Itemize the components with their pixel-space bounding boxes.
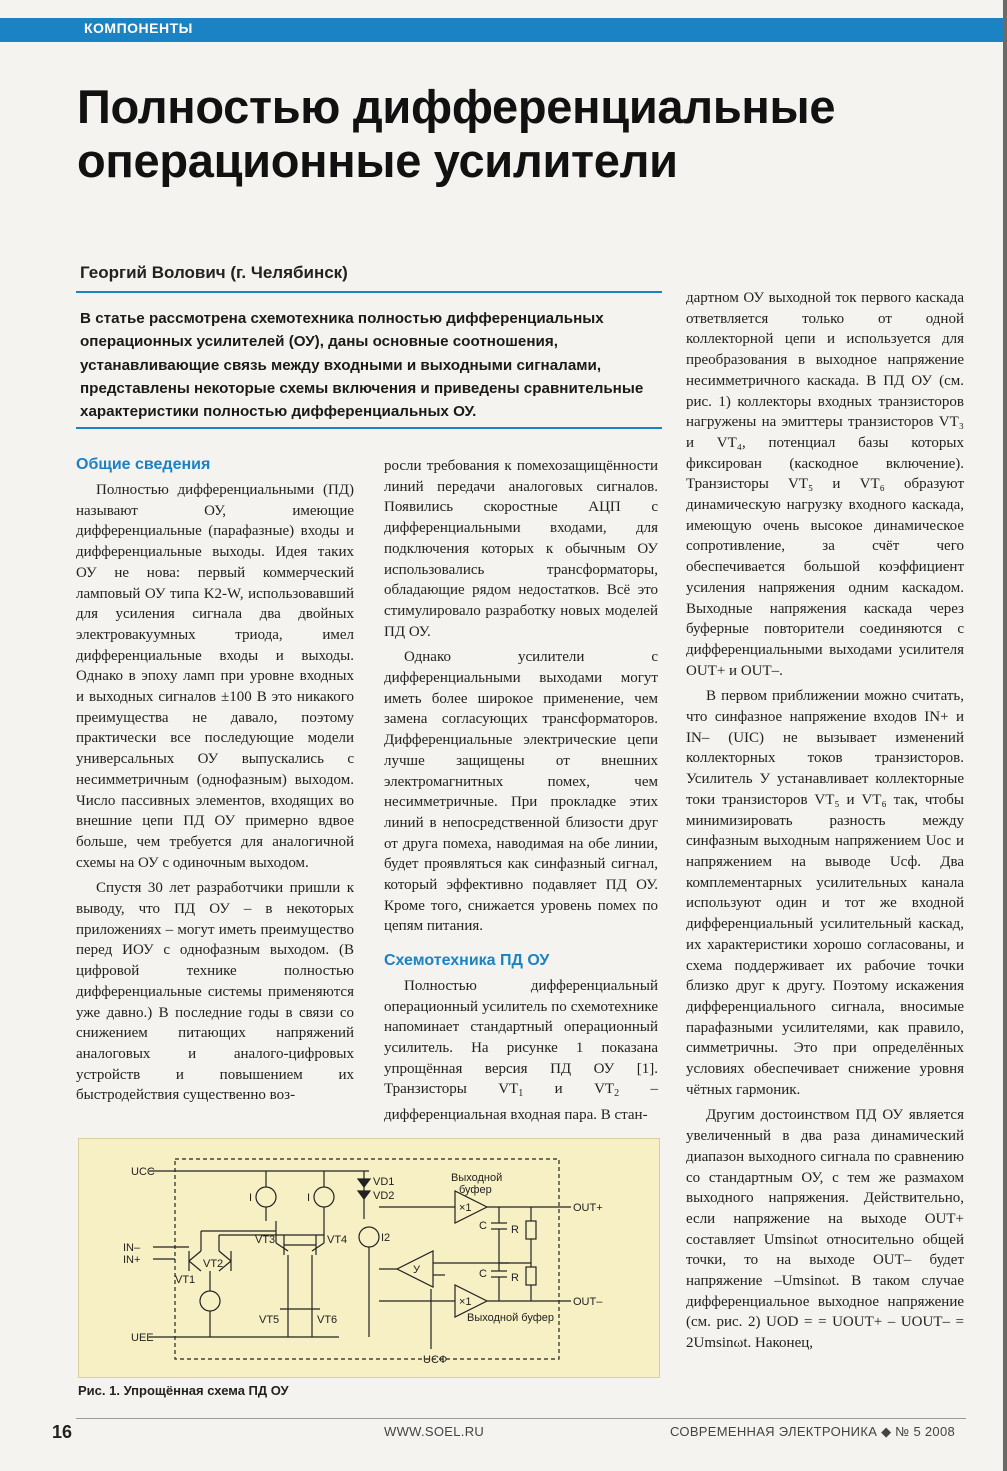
label-i-2: I xyxy=(307,1192,311,1204)
diode-vd2 xyxy=(358,1191,370,1199)
figure-caption: Рис. 1. Упрощённая схема ПД ОУ xyxy=(78,1383,289,1398)
diode-vd1 xyxy=(358,1179,370,1187)
label-vt1: VT1 xyxy=(175,1274,196,1286)
column-1 xyxy=(76,480,354,1111)
current-source-1 xyxy=(256,1187,276,1207)
label-vt2: VT2 xyxy=(203,1258,224,1270)
label-buffer-top-2: буфер xyxy=(459,1184,492,1196)
abstract: В статье рассмотрена схемотехника полностью дифференциальных операционных усилителей (ОУ), даны основные соотношения, устанавливающие связь между входными и выходными сигналами, представлены некоторые схемы включения и приведены сравнительные характеристики полностью дифференциальных ОУ. xyxy=(80,310,644,421)
label-uee: UEE xyxy=(131,1332,154,1344)
label-i-1: I xyxy=(249,1192,253,1204)
label-amp-y: У xyxy=(413,1264,420,1276)
label-vt4: VT4 xyxy=(327,1234,348,1246)
title-line-2: операционные усилители xyxy=(77,134,678,187)
text-run: – дифференциальная входная пара. В стан- xyxy=(384,1081,658,1124)
label-ucc: UCC xyxy=(131,1166,155,1178)
paragraph: Спустя 30 лет разработчики пришли к выводу, что ПД ОУ – в некоторых приложениях – могут иметь преимущество перед ИОУ с однофазным выходом. (В цифровой технике полностью дифференциальные системы применяются уже давно.) В последние годы в связи со снижением питающих напряжений аналоговых и аналого-цифровых устройств и повышением их быстродействия существенно воз- xyxy=(76,880,354,1104)
paragraph: дартном ОУ выходной ток первого каскада ответвляется только от одной коллекторной цепи и используется для преобразования в выходное напряжение несимметричного каскада. В ПД ОУ (см. рис. 1) коллекторы входных транзисторов нагружены на эмиттеры транзисторов VT₃ и VT₄, потенциал базы которых фиксирован (каскодное включение). Транзисторы VT₅ и VT₆ образуют динамическую нагрузку входного каскада, имеющую очень высокое динамическое сопротивление, за счёт чего обеспечивается большой коэффициент усиления напряжения одним каскадом. Выходные напряжения каскада через буферные повторители соединяются с дифференциальными выходами усилителя OUT+ и OUT–. xyxy=(686,290,964,679)
paragraph: Полностью дифференциальный операционный усилитель по схемотехнике напоминает стандартный операционный усилитель. На рисунке 1 показана упрощённая версия ПД ОУ [1]. Транзисторы $VT_1$ и $VT_2$ – дифференциальная входная пара. В стан- xyxy=(384,977,658,1124)
tail-current-source xyxy=(200,1291,220,1311)
paragraph: В первом приближении можно считать, что синфазное напряжение входов IN+ и IN– (UIC) не вызывает изменений коллекторных токов транзисторов. Усилитель У устанавливает коллекторные токи транзисторов VT₅ и VT₆ так, чтобы минимизировать разность между синфазным выходным напряжением Uос и напряжением на выводе Uсф. Два комплементарных усилительных канала используют один и тот же входной дифференциальный усилительный каскад, их характеристики хорошо согласованы, и схема поддерживает их рабочие точки близко друг к другу. Поэтому искажения дифференциального сигнала, вносимые парафазными усилителями, как правило, симметричны. Это при определённых условиях обеспечивает снижение уровня чётных гармоник. xyxy=(686,688,964,1098)
abstract-bottom-rule xyxy=(76,427,662,429)
section-label: КОМПОНЕНТЫ xyxy=(84,20,193,36)
label-buffer-top: Выходной xyxy=(451,1172,503,1184)
label-buffer-bottom: Выходной буфер xyxy=(467,1312,555,1324)
column-3 xyxy=(686,288,964,1359)
label-in-plus: IN+ xyxy=(123,1254,141,1266)
label-x1-bottom: ×1 xyxy=(459,1296,472,1308)
figure-1 xyxy=(78,1138,660,1378)
label-in-minus: IN– xyxy=(123,1242,141,1254)
schematic-diagram xyxy=(79,1139,661,1379)
current-source-i2 xyxy=(359,1227,379,1247)
paragraph: Однако усилители с дифференциальными выходами могут иметь более широкое применение, чем замена согласующих трансформаторов. Дифференциальные электрические цепи лучше защищены от внешних электромагнитных помех, чем несимметричные. При прокладке этих линий в непосредственной близости друг от друга помеха, наводимая на обе линии, будет проявляться как синфазный сигнал, который эффективно подавляет ПД ОУ. Кроме того, снижается уровень помех по цепям питания. xyxy=(384,649,658,935)
paragraph: Другим достоинством ПД ОУ является увеличенный в два раза динамический диапазон выходного сигнала по сравнению со стандартным ОУ, с тем же размахом выходного напряжения. Действительно, если напряжение на выходе OUT+ составляет Umsinωt относительно общей точки, то на выходе OUT– будет напряжение –Umsinωt. В таком случае дифференциальное выходное напряжение (см. рис. 2) UOD = = UOUT+ – UOUT– = 2Umsinωt. Наконец, xyxy=(686,1107,964,1352)
column-2 xyxy=(384,456,658,1131)
label-r-bottom: R xyxy=(511,1272,519,1284)
label-vt6: VT6 xyxy=(317,1314,338,1326)
resistor-bottom xyxy=(526,1267,536,1285)
label-out-plus: OUT+ xyxy=(573,1202,603,1214)
label-vt5: VT5 xyxy=(259,1314,280,1326)
author: Георгий Волович (г. Челябинск) xyxy=(80,263,348,282)
label-c-top: C xyxy=(479,1220,487,1232)
label-r-top: R xyxy=(511,1224,519,1236)
page-edge xyxy=(1003,0,1007,1471)
section-heading-general: Общие сведения xyxy=(76,456,211,473)
label-ucf: UСФ xyxy=(423,1354,448,1366)
title-line-1: Полностью дифференциальные xyxy=(77,80,836,133)
label-i2: I2 xyxy=(381,1232,391,1244)
journal-name: СОВРЕМЕННАЯ ЭЛЕКТРОНИКА ◆ № 5 2008 xyxy=(670,1424,956,1439)
abstract-top-rule xyxy=(76,291,662,293)
paragraph: Полностью дифференциальными (ПД) называют ОУ, имеющие дифференциальные (парафазные) входы и дифференциальные выходы. Идея таких ОУ не нова: первый коммерческий ламповый ОУ типа K2-W, использовавший для усиления сигнала два двойных электровакуумных триода, имел дифференциальные входы и выходы. Однако в эпоху ламп при уровне входных и выходных сигналов ±100 В это никакого преимущества не давало, поэтому практически все последующие модели универсальных ОУ выпускались с несимметричным (однофазным) выходом. Число пассивных элементов, входящих во внешние цепи ПД ОУ примерно вдвое больше, чем требуется для аналогичной схемы на ОУ с одиночным выходом. xyxy=(76,482,354,871)
label-vd1: VD1 xyxy=(373,1176,395,1188)
article-title xyxy=(77,80,977,188)
chip-outline xyxy=(175,1159,559,1359)
label-out-minus: OUT– xyxy=(573,1296,603,1308)
section-heading-circuitry: Схемотехника ПД ОУ xyxy=(384,952,550,970)
page-number: 16 xyxy=(52,1422,73,1442)
paragraph: росли требования к помехозащищённости линий передачи аналоговых сигналов. Появились скоростные АЦП с дифференциальными входами, для подключения которых к обычным ОУ использовались трансформаторы, обладающие рядом недостатков. Всё это стимулировало разработку новых моделей ПД ОУ. xyxy=(384,458,658,640)
label-c-bottom: C xyxy=(479,1268,487,1280)
resistor-top xyxy=(526,1221,536,1239)
text-run: и VT xyxy=(523,1081,615,1098)
label-vd2: VD2 xyxy=(373,1190,395,1202)
label-x1-top: ×1 xyxy=(459,1202,472,1214)
text-run: Полностью дифференциальный операционный усилитель по схемотехнике напоминает стандартный операционный усилитель. На рисунке 1 показана упрощённая версия ПД ОУ [1]. Транзисторы VT xyxy=(384,977,658,1098)
footer-rule xyxy=(76,1418,966,1419)
website: WWW.SOEL.RU xyxy=(384,1424,485,1439)
current-source-2 xyxy=(314,1187,334,1207)
label-vt3: VT3 xyxy=(255,1234,276,1246)
